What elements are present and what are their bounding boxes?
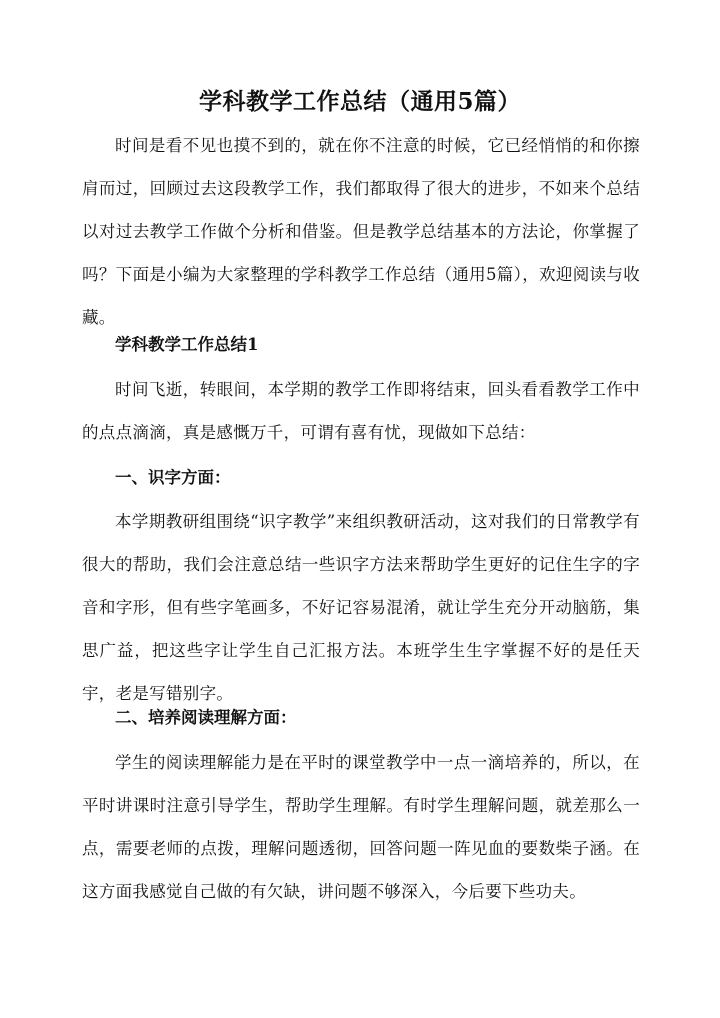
reading-comprehension-paragraph: 学生的阅读理解能力是在平时的课堂教学中一点一滴培养的，所以，在平时讲课时注意引导学生，帮助学生理解。有时学生理解问题，就差那么一点，需要老师的点拨，理解问题透彻，回答问题一阵见血的要数柴子涵。在这方面我感觉自己做的有欠缺，讲问题不够深入，今后要下些功夫。 (82, 753, 640, 901)
section-title: 学科教学工作总结1 (115, 335, 259, 354)
section-intro-paragraph: 时间飞逝，转眼间，本学期的教学工作即将结束，回头看看教学工作中的点点滴滴，真是感慨万千，可谓有喜有忧，现做如下总结： (82, 380, 640, 442)
heading-literacy: 一、识字方面： (115, 468, 231, 487)
literacy-paragraph: 本学期教研组围绕“识字教学”来组织教研活动，这对我们的日常教学有很大的帮助，我们会注意总结一些识字方法来帮助学生更好的记住生字的字音和字形，但有些字笔画多，不好记容易混淆，就让学生充分开动脑筋，集思广益，把这些字让学生自己汇报方法。本班学生生字掌握不好的是任天宇，老是写错别字。 (82, 512, 640, 703)
document-title: 学科教学工作总结（通用5篇） (198, 88, 521, 115)
intro-paragraph: 时间是看不见也摸不到的，就在你不注意的时候，它已经悄悄的和你擦肩而过，回顾过去这段教学工作，我们都取得了很大的进步，不如来个总结以对过去教学工作做个分析和借鉴。但是教学总结基本的方法论，你掌握了吗？下面是小编为大家整理的学科教学工作总结（通用5篇），欢迎阅读与收藏。 (82, 136, 640, 327)
heading-reading-comprehension: 二、培养阅读理解方面： (115, 708, 297, 727)
